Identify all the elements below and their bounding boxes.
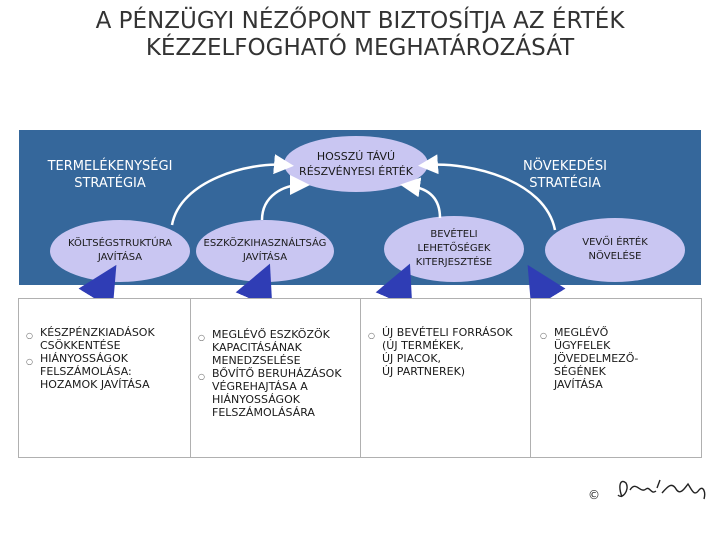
- productivity-strategy-label: TERMELÉKENYSÉGI STRATÉGIA: [47, 159, 173, 191]
- left-box-list: [26, 326, 155, 391]
- list-item: ○ ÚJ BEVÉTELI FORRÁSOK (ÚJ TERMÉKEK, ÚJ PIACOK, ÚJ PARTNEREK): [368, 326, 513, 378]
- long-term-shareholder-value-node: HOSSZÚ TÁVÚ RÉSZVÉNYESI ÉRTÉK: [284, 136, 428, 192]
- copyright-symbol: ©: [588, 488, 600, 502]
- right-a-box-list: [368, 326, 513, 378]
- title-line-2: KÉZZELFOGHATÓ MEGHATÁROZÁSÁT: [145, 35, 575, 61]
- title-line-1: A PÉNZÜGYI NÉZŐPONT BIZTOSÍTJA AZ ÉRTÉK: [95, 8, 625, 34]
- list-item: ○ HIÁNYOSSÁGOK FELSZÁMOLÁSA: HOZAMOK JAVÍTÁSA: [26, 352, 150, 391]
- curve-revenue-to-value: [410, 186, 440, 218]
- right-a-box: [360, 298, 532, 458]
- customer-value-node: VEVŐI ÉRTÉK NÖVELÉSE: [545, 218, 685, 282]
- list-item: ○ MEGLÉVŐ ÜGYFELEK JÖVEDELMEZŐ- SÉGÉNEK JAVÍTÁSA: [540, 326, 639, 391]
- right-b-box-list: [540, 326, 638, 391]
- curve-asset-to-value: [262, 185, 300, 220]
- list-item: ○ KÉSZPÉNZKIADÁSOK CSÖKKENTÉSE: [26, 326, 155, 352]
- middle-box-list: [198, 328, 342, 419]
- list-item: ○ BŐVÍTŐ BERUHÁZÁSOK VÉGREHAJTÁSA A HIÁNYOSSÁGOK FELSZÁMOLÁSÁRA: [198, 367, 342, 419]
- revenue-opportunities-node: BEVÉTELI LEHETŐSÉGEK KITERJESZTÉSE: [384, 216, 524, 282]
- curve-cost-to-value: [172, 165, 284, 225]
- asset-utilization-node: ESZKÖZKIHASZNÁLTSÁG JAVÍTÁSA: [196, 220, 334, 282]
- growth-strategy-label: NÖVEKEDÉSI STRATÉGIA: [523, 159, 607, 191]
- curve-customer-to-value: [428, 165, 555, 230]
- list-item: ○ MEGLÉVŐ ESZKÖZÖK KAPACITÁSÁNAK MENEDZSELÉSE: [198, 328, 330, 367]
- cost-structure-node: KÖLTSÉGSTRUKTÚRA JAVÍTÁSA: [50, 220, 190, 282]
